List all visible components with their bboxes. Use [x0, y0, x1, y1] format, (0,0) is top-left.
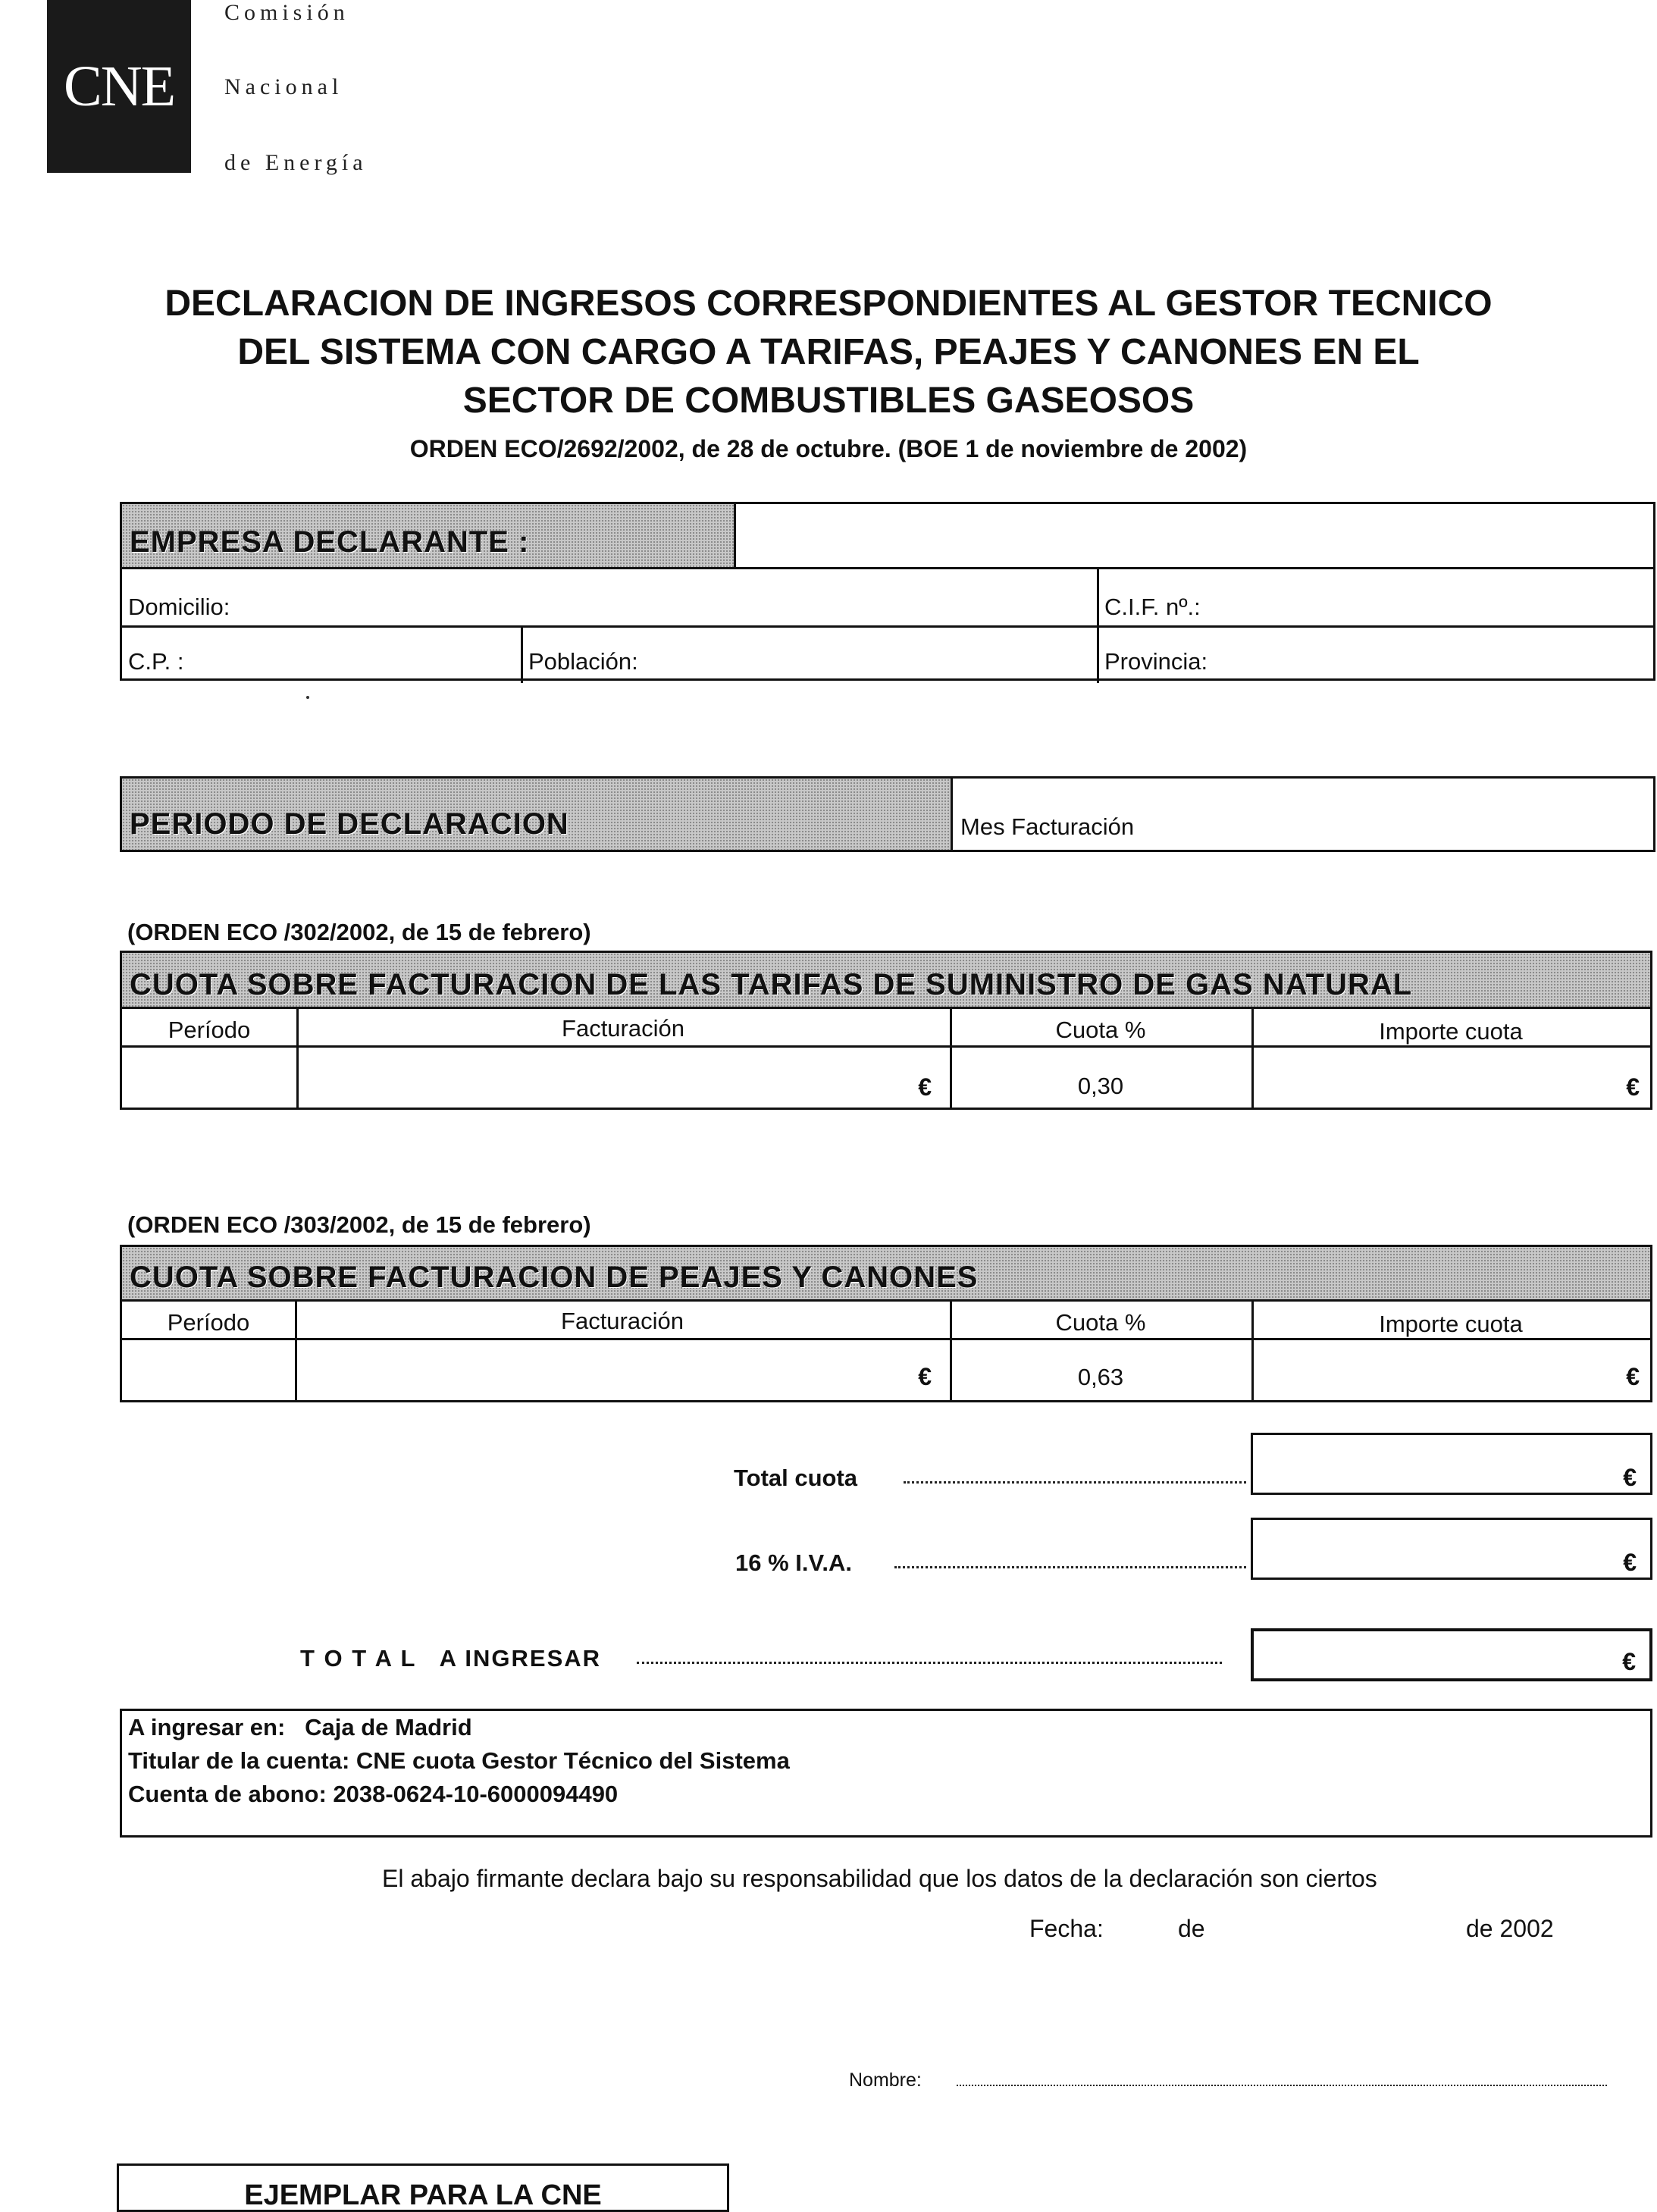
peajes-importe-euro: €: [1626, 1363, 1640, 1390]
peajes-periodo-field[interactable]: [122, 1340, 295, 1400]
empresa-name-field[interactable]: [736, 504, 1653, 569]
empresa-section: [120, 502, 1655, 681]
periodo-section: [120, 776, 1655, 852]
tarifas-col-periodo: Período: [168, 1017, 251, 1043]
tarifas-col-facturacion: Facturación: [562, 1015, 684, 1042]
peajes-col-periodo: Período: [167, 1309, 250, 1336]
fecha-de-2002: de 2002: [1466, 1915, 1554, 1942]
tarifas-orden: (ORDEN ECO /302/2002, de 15 de febrero): [127, 919, 591, 945]
logo-line-3: de Energía: [224, 150, 368, 175]
logo-mark: [47, 0, 191, 173]
ejemplar-label: EJEMPLAR PARA LA CNE: [244, 2179, 602, 2211]
total-cuota-leader: [904, 1481, 1246, 1484]
bank-line-1: [128, 1714, 472, 1741]
total-ingresar-euro: €: [1622, 1648, 1636, 1675]
peajes-col-cuota: Cuota %: [1055, 1309, 1146, 1336]
iva-field[interactable]: [1251, 1518, 1652, 1580]
total-cuota-euro: €: [1623, 1464, 1637, 1491]
bank-name: Caja de Madrid: [305, 1714, 472, 1740]
page-subtitle: ORDEN ECO/2692/2002, de 28 de octubre. (BOE 1 de noviembre de 2002): [409, 435, 1248, 462]
bank-info-box: [120, 1709, 1652, 1838]
tarifas-facturacion-euro: €: [918, 1073, 932, 1101]
tarifas-table: [120, 951, 1652, 1110]
peajes-cuota-value: 0,63: [1077, 1364, 1124, 1390]
empresa-header-label: EMPRESA DECLARANTE :: [130, 525, 530, 559]
periodo-header-label: PERIODO DE DECLARACION: [130, 807, 569, 841]
peajes-orden: (ORDEN ECO /303/2002, de 15 de febrero): [127, 1211, 591, 1238]
iva-leader: [894, 1566, 1246, 1568]
cif-label: C.I.F. nº.:: [1104, 594, 1201, 620]
nombre-label: Nombre:: [849, 2069, 922, 2091]
total-ingresar-field[interactable]: [1251, 1628, 1652, 1681]
iva-euro: €: [1623, 1549, 1637, 1576]
title-line-1: DECLARACION DE INGRESOS CORRESPONDIENTES AL GESTOR TECNICO: [164, 284, 1493, 324]
tarifas-cuota-value: 0,30: [1077, 1073, 1124, 1099]
total-cuota-label: Total cuota: [734, 1465, 858, 1491]
peajes-facturacion-euro: €: [918, 1363, 932, 1390]
logo-text: CNE: [64, 54, 174, 118]
tarifas-header: [122, 953, 1650, 1009]
tarifas-importe-field[interactable]: [1254, 1048, 1650, 1108]
periodo-header: [122, 779, 953, 850]
fecha-de-1: de: [1178, 1915, 1205, 1942]
logo-line-2: Nacional: [224, 74, 343, 99]
nombre-field[interactable]: [957, 2085, 1607, 2086]
provincia-label: Provincia:: [1104, 648, 1208, 675]
ejemplar-box: [117, 2163, 729, 2212]
total-ingresar-leader: [637, 1662, 1222, 1664]
tarifas-col-importe: Importe cuota: [1379, 1018, 1523, 1045]
empresa-header: [122, 504, 736, 569]
tarifas-periodo-field[interactable]: [122, 1048, 296, 1108]
peajes-header-label: CUOTA SOBRE FACTURACION DE PEAJES Y CANONES: [130, 1261, 979, 1294]
fecha-label: Fecha:: [1029, 1915, 1104, 1942]
iva-label: 16 % I.V.A.: [735, 1549, 852, 1576]
bank-line-3: Cuenta de abono: 2038-0624-10-6000094490: [128, 1781, 619, 1807]
domicilio-label: Domicilio:: [128, 594, 230, 620]
logo-line-1: Comisión: [224, 0, 349, 25]
peajes-facturacion-field[interactable]: [297, 1340, 950, 1400]
tarifas-importe-euro: €: [1626, 1073, 1640, 1101]
mes-facturacion-label: Mes Facturación: [960, 813, 1135, 840]
total-ingresar-label: T O T A L A INGRESAR: [300, 1645, 602, 1672]
peajes-col-facturacion: Facturación: [561, 1308, 684, 1334]
peajes-col-importe: Importe cuota: [1379, 1311, 1523, 1337]
tarifas-header-label: CUOTA SOBRE FACTURACION DE LAS TARIFAS DE SUMINISTRO DE GAS NATURAL: [130, 968, 1413, 1001]
bank-label: A ingresar en:: [128, 1714, 286, 1740]
title-line-2: DEL SISTEMA CON CARGO A TARIFAS, PEAJES Y CANONES EN EL: [237, 332, 1420, 372]
peajes-importe-field[interactable]: [1254, 1340, 1650, 1400]
cp-label: C.P. :: [128, 648, 184, 675]
poblacion-label: Población:: [528, 648, 638, 675]
tarifas-col-cuota: Cuota %: [1055, 1017, 1146, 1043]
peajes-table: [120, 1245, 1652, 1402]
bank-line-2: Titular de la cuenta: CNE cuota Gestor Técnico del Sistema: [128, 1747, 790, 1774]
peajes-header: [122, 1247, 1650, 1302]
tarifas-facturacion-field[interactable]: [299, 1048, 950, 1108]
total-cuota-field[interactable]: [1251, 1433, 1652, 1495]
stray-dot: [306, 696, 309, 699]
declaration-text: El abajo firmante declara bajo su responsabilidad que los datos de la declaración son ciertos: [382, 1865, 1377, 1892]
title-line-3: SECTOR DE COMBUSTIBLES GASEOSOS: [462, 381, 1195, 421]
